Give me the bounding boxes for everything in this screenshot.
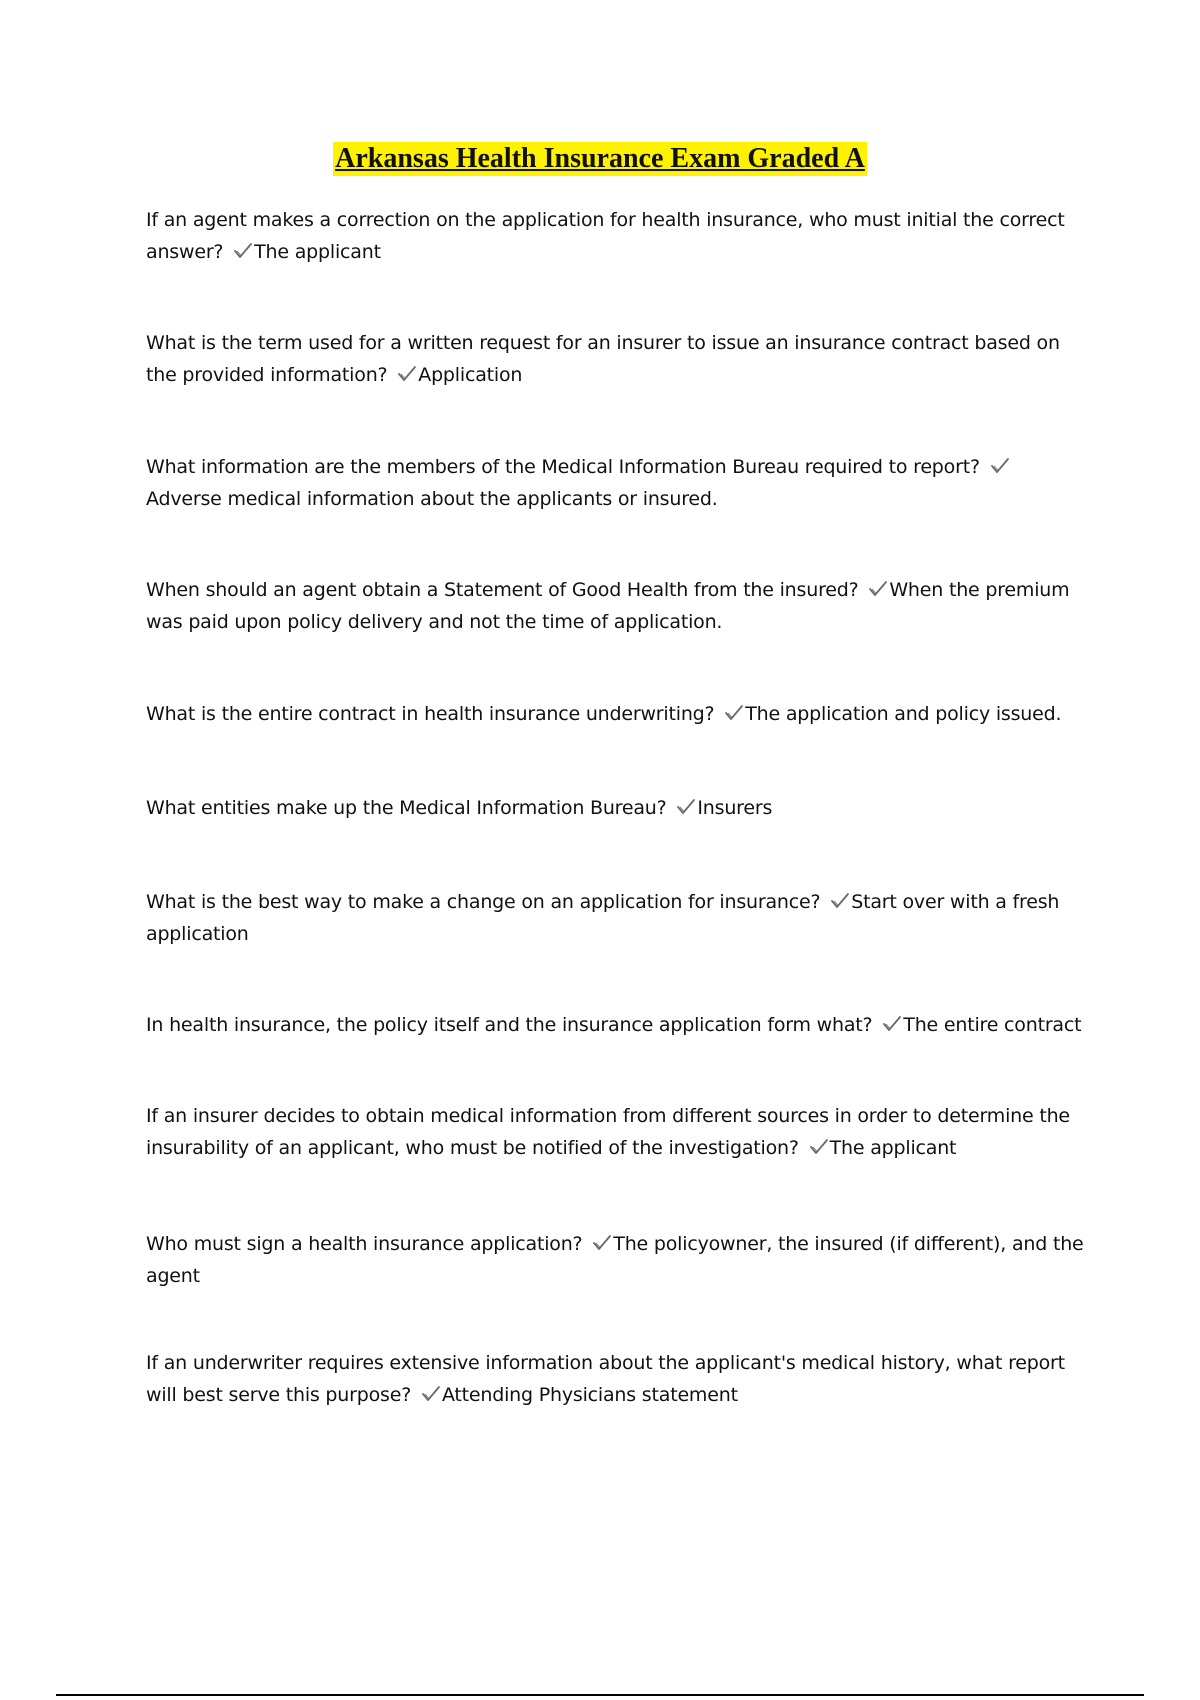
title-wrap <box>0 142 1200 176</box>
question-text: What is the best way to make a change on an application for insurance? <box>146 891 821 913</box>
qa-item-6 <box>146 792 1086 824</box>
qa-item-9 <box>146 1100 1086 1164</box>
answer-text: The applicant <box>829 1137 957 1159</box>
answer-text: The entire contract <box>903 1014 1082 1036</box>
check-mark-icon <box>421 1385 441 1403</box>
check-mark-icon <box>676 798 696 816</box>
check-mark-icon <box>397 365 417 383</box>
answer-text: The applicant <box>254 241 381 263</box>
question-text: What entities make up the Medical Information Bureau? <box>146 797 667 819</box>
qa-item-1 <box>146 204 1086 268</box>
check-mark-icon <box>233 242 253 260</box>
question-text: If an agent makes a correction on the application for health insurance, who must initial the correct answer? <box>146 209 1065 263</box>
qa-item-2 <box>146 327 1086 391</box>
check-mark-icon <box>882 1015 902 1033</box>
question-text: When should an agent obtain a Statement of Good Health from the insured? <box>146 579 859 601</box>
check-mark-icon <box>809 1138 829 1156</box>
check-mark-icon <box>990 457 1010 475</box>
question-text: What is the term used for a written request for an insurer to issue an insurance contract based on the provided information? <box>146 332 1060 386</box>
qa-item-11 <box>146 1347 1086 1411</box>
answer-text: The policyowner, the insured (if different), and the agent <box>146 1233 1084 1287</box>
check-mark-icon <box>592 1234 612 1252</box>
answer-text: Start over with a fresh application <box>146 891 1060 945</box>
check-mark-icon <box>724 704 744 722</box>
qa-item-5 <box>146 698 1086 730</box>
question-text: Who must sign a health insurance application? <box>146 1233 583 1255</box>
answer-text: Attending Physicians statement <box>441 1384 738 1406</box>
document-title: Arkansas Health Insurance Exam Graded A <box>335 143 865 174</box>
qa-item-7 <box>146 886 1086 950</box>
qa-item-10 <box>146 1228 1086 1292</box>
answer-text: The application and policy issued. <box>745 703 1062 725</box>
answer-text: Adverse medical information about the applicants or insured. <box>146 488 718 510</box>
answer-text: Application <box>418 364 523 386</box>
question-text: What is the entire contract in health insurance underwriting? <box>146 703 715 725</box>
answer-text: Insurers <box>697 797 773 819</box>
check-mark-icon <box>868 580 888 598</box>
question-text: If an underwriter requires extensive information about the applicant's medical history, what report will best serve this purpose? <box>146 1352 1065 1406</box>
qa-item-8 <box>146 1009 1086 1041</box>
check-mark-icon <box>830 892 850 910</box>
question-text: If an insurer decides to obtain medical information from different sources in order to determine the insurability of an applicant, who must be notified of the investigation? <box>146 1105 1070 1159</box>
question-text: What information are the members of the Medical Information Bureau required to report? <box>146 456 980 478</box>
answer-text: When the premium was paid upon policy delivery and not the time of application. <box>146 579 1070 633</box>
question-text: In health insurance, the policy itself and the insurance application form what? <box>146 1014 873 1036</box>
bottom-rule-divider <box>56 1694 1144 1696</box>
qa-item-4 <box>146 574 1086 638</box>
qa-item-3 <box>146 451 1086 515</box>
